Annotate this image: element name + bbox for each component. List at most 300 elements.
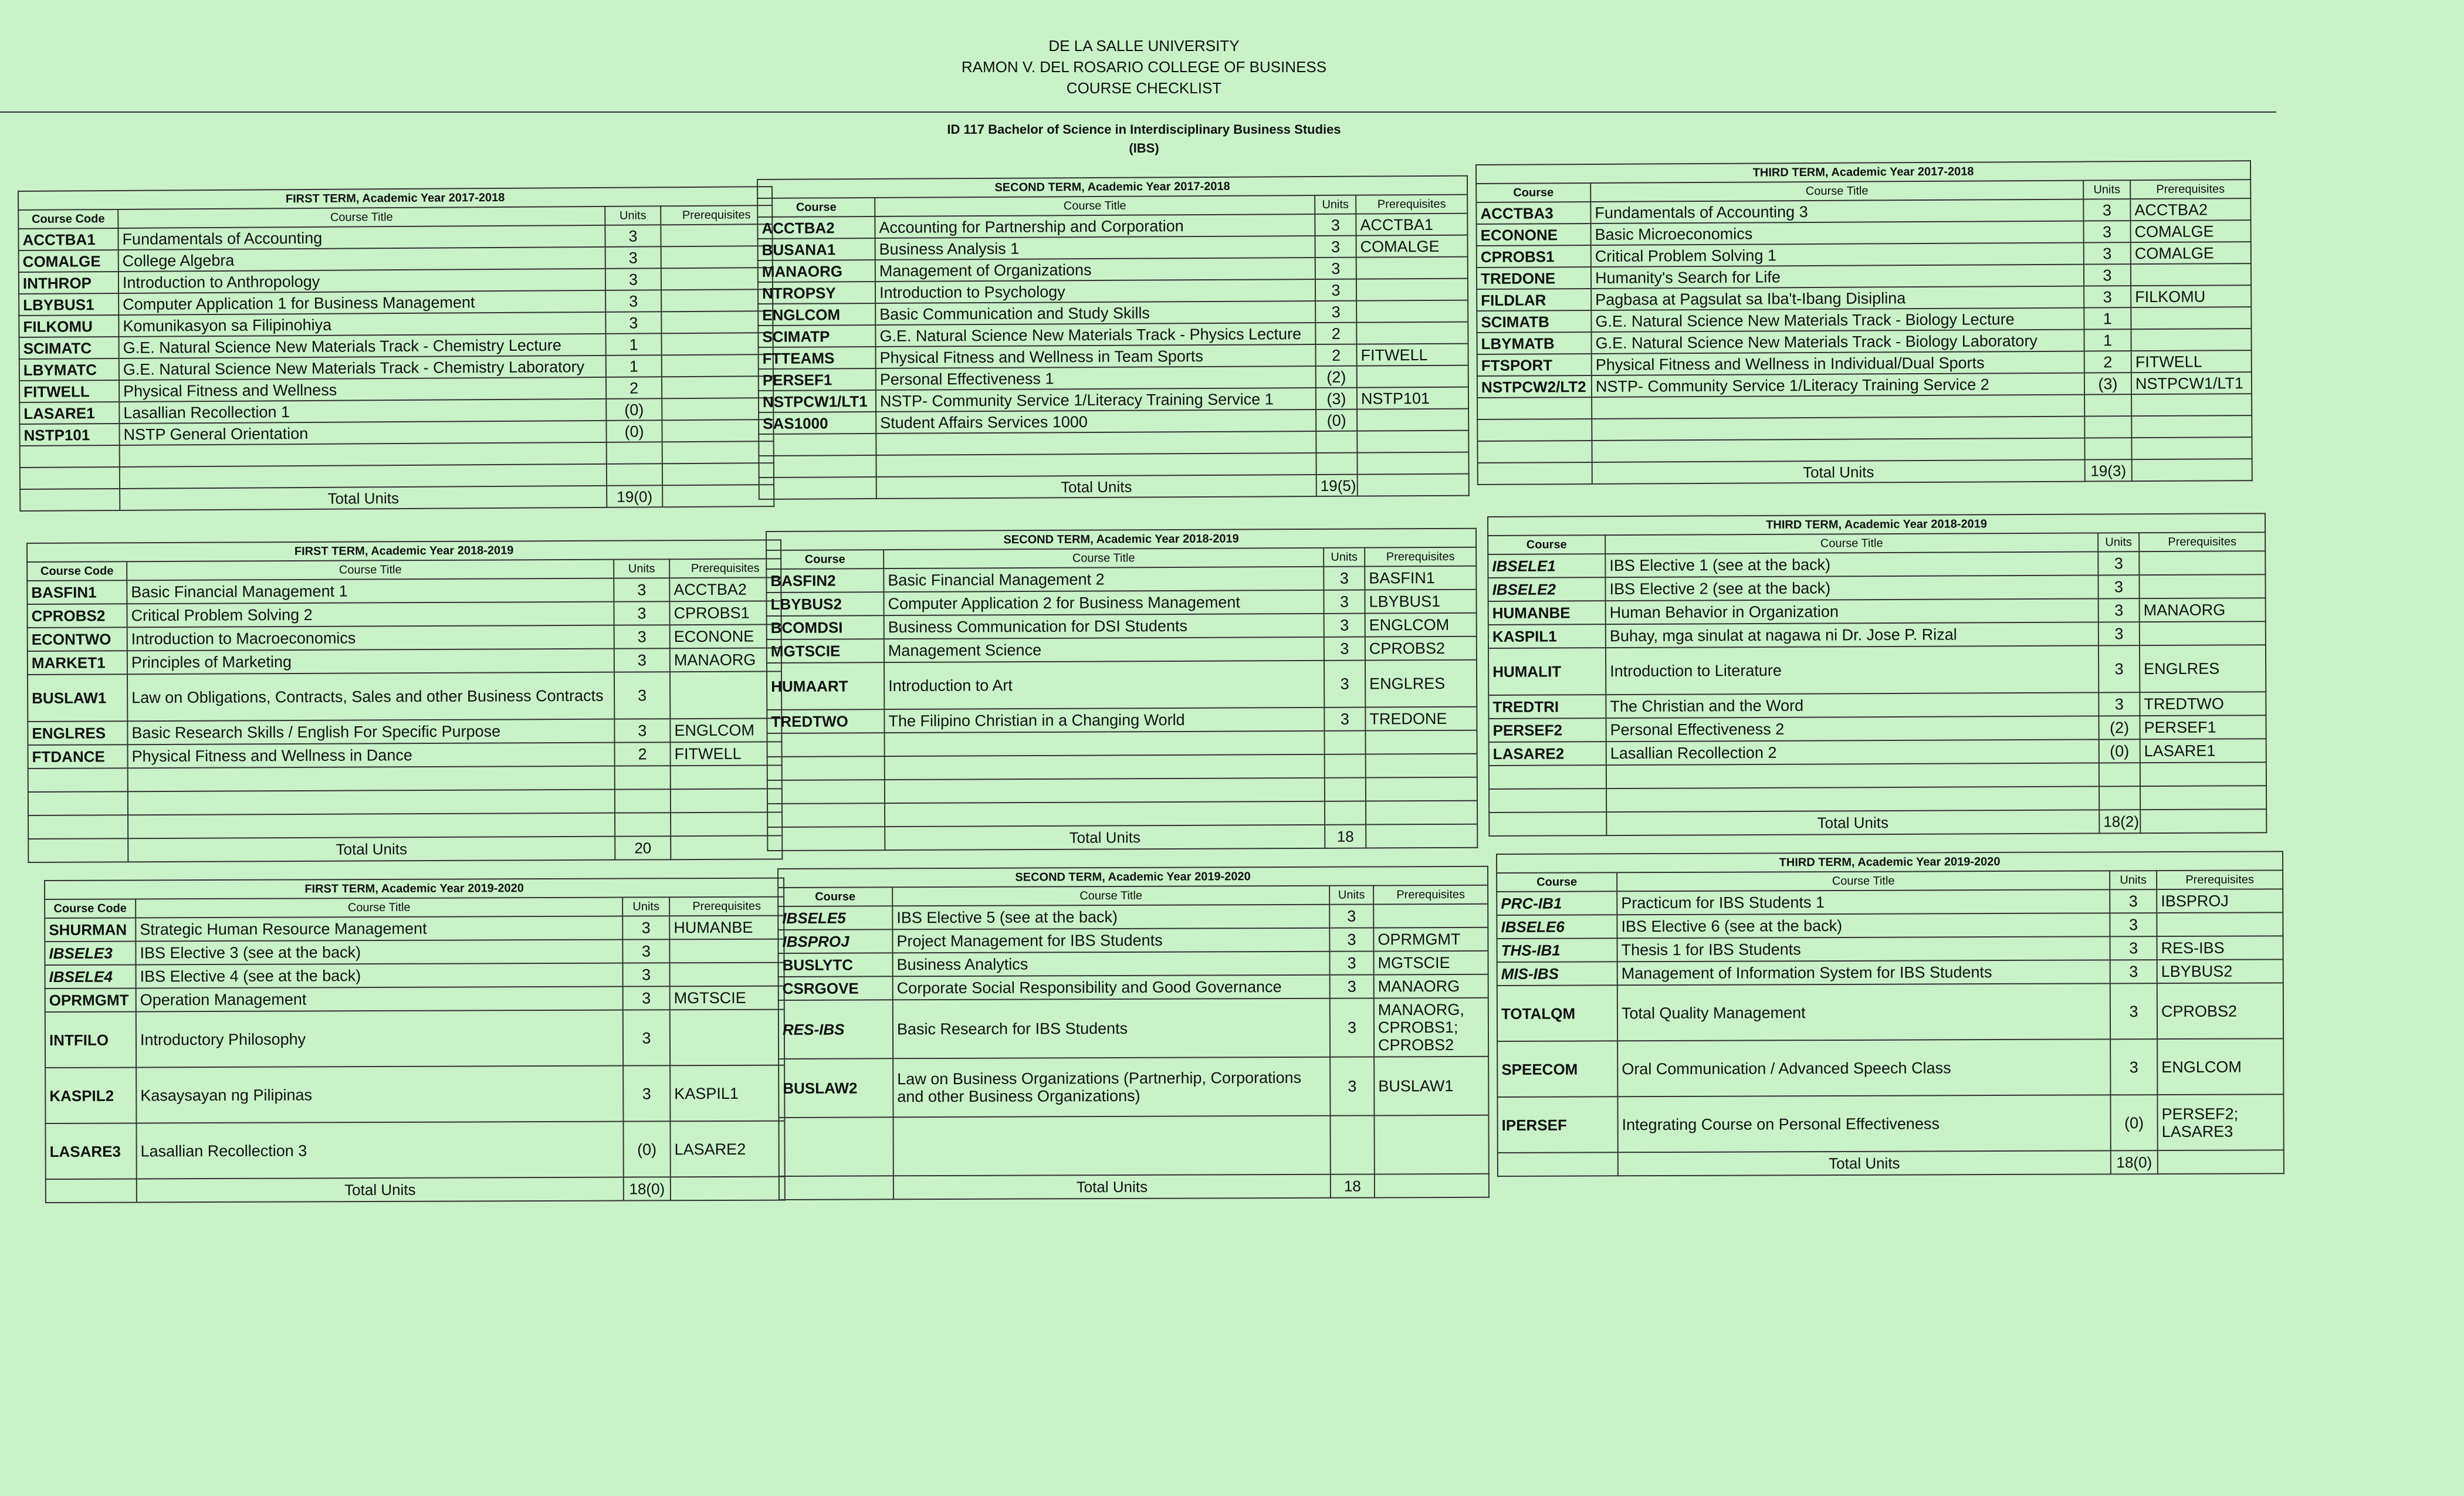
term-table: [44, 878, 786, 1203]
course-units: 3: [2110, 889, 2157, 913]
course-code: HUMAART: [767, 662, 884, 710]
course-title: [885, 778, 1325, 803]
course-title: [893, 1116, 1330, 1176]
total-units-value: 19(5): [1316, 475, 1358, 496]
college-name: RAMON V. DEL ROSARIO COLLEGE OF BUSINESS: [961, 58, 1327, 76]
course-prereq: MANAORG, CPROBS1; CPROBS2: [1374, 998, 1488, 1057]
course-title: NSTP- Community Service 1/Literacy Training Service 1: [876, 388, 1316, 412]
term-table: [1496, 851, 2284, 1177]
course-title: Lasallian Recollection 3: [136, 1122, 623, 1179]
course-units: 3: [1330, 1057, 1374, 1115]
course-row: [1488, 574, 2265, 601]
course-code: BUSLAW1: [28, 674, 127, 722]
course-row: [1489, 762, 2266, 789]
col-header-prereq: Prerequisites: [2157, 870, 2283, 889]
course-units: [607, 442, 662, 464]
course-code: [767, 756, 885, 780]
course-code: INTFILO: [45, 1011, 136, 1068]
course-units: 3: [1329, 904, 1373, 928]
course-row: [759, 452, 1468, 478]
course-title: Basic Financial Management 2: [884, 567, 1324, 592]
course-title: Basic Microeconomics: [1591, 221, 2084, 245]
course-row: [1497, 1038, 2283, 1097]
term-table: [757, 175, 1470, 500]
col-header-course: Course: [1476, 183, 1590, 202]
course-row: [758, 300, 1468, 326]
course-title: Computer Application 1 for Business Management: [119, 290, 605, 315]
course-row: [767, 730, 1477, 757]
course-row: [767, 613, 1477, 639]
term-table: [777, 866, 1490, 1200]
course-prereq: [662, 419, 773, 442]
course-prereq: CPROBS2: [2157, 983, 2283, 1039]
course-units: (0): [1316, 409, 1357, 431]
course-code: IBSELE4: [45, 964, 136, 989]
course-row: [1488, 645, 2266, 695]
total-units-value: 20: [615, 836, 671, 859]
course-prereq: [661, 224, 772, 246]
course-units: [615, 789, 671, 813]
course-units: 3: [1324, 661, 1365, 708]
course-prereq: RES-IBS: [2157, 936, 2283, 960]
course-row: [45, 986, 784, 1012]
course-prereq: ECONONE: [670, 624, 781, 648]
course-prereq: LASARE2: [670, 1121, 784, 1177]
course-code: RES-IBS: [779, 1000, 893, 1059]
course-units: 3: [1330, 974, 1374, 998]
course-code: [1489, 788, 1606, 813]
col-header-units: Units: [2110, 871, 2157, 889]
course-code: KASPIL2: [45, 1067, 136, 1123]
course-prereq: ACCTBA1: [1356, 214, 1467, 236]
course-row: [45, 963, 784, 989]
course-units: (3): [1316, 388, 1357, 409]
total-spacer: [20, 489, 120, 511]
total-spacer: [28, 838, 128, 862]
course-units: 3: [2099, 645, 2140, 692]
course-title: [1592, 438, 2084, 462]
course-title: Management of Organizations: [875, 258, 1315, 282]
course-prereq: [2140, 621, 2266, 645]
col-header-prereq: Prerequisites: [1356, 195, 1467, 214]
course-code: PERSEF2: [1489, 718, 1606, 742]
course-units: 3: [623, 963, 670, 986]
course-code: [1477, 441, 1592, 463]
term-table: [18, 186, 774, 512]
course-code: CPROBS2: [27, 604, 127, 628]
course-title: [885, 731, 1325, 756]
course-title: Physical Fitness and Wellness in Dance: [128, 743, 615, 769]
total-spacer: [1498, 1152, 1618, 1176]
term-title: THIRD TERM, Academic Year 2019-2020: [1497, 851, 2283, 873]
course-title: G.E. Natural Science New Materials Track - Chemistry Lecture: [119, 334, 606, 358]
course-code: SAS1000: [759, 412, 876, 434]
course-units: (0): [606, 398, 662, 421]
course-prereq: NSTPCW1/LT1: [2131, 372, 2252, 394]
course-code: BASFIN1: [27, 580, 127, 604]
course-code: [1489, 765, 1606, 789]
total-spacer: [759, 477, 876, 499]
course-units: 3: [1329, 928, 1373, 951]
course-units: 3: [614, 719, 670, 742]
course-code: TREDTRI: [1488, 695, 1606, 719]
course-row: [45, 1065, 784, 1123]
university-name: DE LA SALLE UNIVERSITY: [1048, 37, 1240, 55]
course-title: NSTP- Community Service 1/Literacy Training Service 2: [1592, 373, 2084, 397]
course-row: [1489, 739, 2266, 766]
col-header-prereq: Prerequisites: [1365, 547, 1476, 567]
course-title: Student Affairs Services 1000: [876, 409, 1316, 434]
course-title: Operation Management: [136, 987, 623, 1012]
course-title: [120, 464, 607, 489]
course-units: [615, 813, 671, 836]
course-title: [876, 431, 1316, 455]
course-prereq: FITWELL: [1356, 344, 1468, 366]
course-units: (0): [606, 420, 662, 442]
course-units: 3: [605, 225, 661, 247]
course-units: 3: [2110, 936, 2157, 960]
course-units: 3: [1315, 301, 1356, 323]
course-title: Law on Obligations, Contracts, Sales and other Business Contracts: [127, 672, 614, 722]
course-code: LBYBUS1: [19, 293, 119, 316]
term-table: [26, 539, 783, 863]
course-title: Fundamentals of Accounting: [118, 225, 605, 250]
total-spacer: [46, 1179, 137, 1203]
course-code: TREDTWO: [767, 709, 884, 733]
course-prereq: KASPIL1: [670, 1065, 784, 1122]
course-prereq: [671, 788, 782, 813]
document-header: [0, 35, 2288, 99]
course-title: Humanity's Search for Life: [1591, 265, 2084, 289]
total-spacer: [2140, 809, 2266, 833]
col-header-title: Course Title: [884, 548, 1324, 568]
course-code: TREDONE: [1477, 267, 1591, 289]
course-prereq: FITWELL: [2131, 350, 2252, 373]
course-title: Oral Communication / Advanced Speech Class: [1617, 1039, 2110, 1096]
course-units: [2099, 763, 2140, 786]
course-units: 3: [1324, 614, 1365, 637]
term-table: [766, 528, 1478, 851]
course-prereq: CPROBS1: [669, 601, 781, 625]
course-units: 2: [1315, 323, 1356, 344]
course-units: [615, 766, 671, 789]
course-title: IBS Elective 1 (see at the back): [1605, 551, 2098, 577]
course-prereq: [1373, 904, 1488, 928]
course-title: Physical Fitness and Wellness in Individual/Dual Sports: [1592, 351, 2084, 375]
course-units: 3: [2099, 622, 2140, 645]
course-title: Management of Information System for IBS Students: [1617, 960, 2110, 985]
course-code: BASFIN2: [766, 568, 884, 593]
course-title: Computer Application 2 for Business Management: [884, 590, 1324, 615]
course-units: 3: [2110, 1039, 2157, 1095]
total-spacer: [767, 827, 885, 851]
course-code: NSTPCW2/LT2: [1477, 375, 1592, 398]
course-prereq: [2131, 415, 2252, 438]
course-prereq: [671, 765, 782, 789]
course-prereq: PERSEF1: [2140, 715, 2266, 739]
course-row: [45, 1121, 784, 1179]
course-row: [759, 409, 1468, 434]
course-units: 3: [1315, 279, 1356, 301]
course-units: 3: [605, 312, 661, 334]
course-code: IBSELE6: [1497, 915, 1617, 939]
course-title: Practicum for IBS Students 1: [1617, 889, 2110, 915]
col-header-title: Course Title: [1590, 181, 2083, 202]
col-header-units: Units: [605, 206, 661, 225]
course-title: Personal Effectiveness 1: [876, 366, 1316, 390]
course-units: (0): [623, 1121, 670, 1177]
course-row: [1497, 889, 2283, 915]
course-code: FTTEAMS: [759, 347, 876, 369]
course-title: Critical Problem Solving 1: [1591, 243, 2084, 267]
course-title: IBS Elective 6 (see at the back): [1617, 913, 2110, 938]
course-row: [779, 998, 1488, 1059]
course-title: Buhay, mga sinulat at nagawa ni Dr. Jose P. Rizal: [1606, 622, 2099, 648]
course-code: BUSLAW2: [779, 1058, 893, 1118]
course-title: Management Science: [884, 637, 1324, 662]
course-prereq: BASFIN1: [1365, 566, 1476, 590]
course-code: INTHROP: [19, 272, 119, 294]
course-row: [28, 812, 782, 839]
course-title: [885, 754, 1325, 780]
course-prereq: COMALGE: [1356, 235, 1468, 258]
course-units: [1324, 731, 1365, 754]
course-prereq: TREDTWO: [2140, 692, 2266, 716]
course-title: Integrating Course on Personal Effectiveness: [1617, 1095, 2110, 1152]
course-prereq: [1357, 365, 1468, 388]
course-prereq: [671, 812, 782, 836]
col-header-prereq: Prerequisites: [669, 897, 784, 916]
course-code: MARKET1: [28, 651, 127, 675]
course-code: SPEECOM: [1497, 1041, 1617, 1097]
course-title: Personal Effectiveness 2: [1606, 716, 2099, 742]
course-row: [28, 624, 781, 651]
total-spacer: [662, 485, 774, 507]
course-code: MANAORG: [758, 260, 875, 282]
course-units: 3: [623, 1065, 670, 1121]
course-prereq: MANAORG: [1374, 974, 1488, 999]
course-prereq: [670, 1010, 784, 1066]
course-prereq: MGTSCIE: [1374, 951, 1488, 975]
col-header-title: Course Title: [1617, 871, 2110, 891]
total-spacer: [2132, 459, 2252, 481]
course-prereq: [2140, 786, 2266, 810]
course-prereq: [2140, 762, 2266, 786]
total-units-value: 18(0): [624, 1177, 671, 1200]
course-code: IPERSEF: [1497, 1096, 1617, 1153]
course-units: 3: [1315, 236, 1356, 258]
course-units: [1325, 801, 1366, 825]
term-title: FIRST TERM, Academic Year 2019-2020: [45, 878, 784, 899]
course-code: FTSPORT: [1477, 354, 1592, 376]
course-units: [1325, 778, 1366, 801]
course-units: (0): [2110, 1095, 2157, 1150]
total-units-label: Total Units: [876, 475, 1316, 499]
course-title: IBS Elective 3 (see at the back): [136, 940, 622, 965]
col-header-course: Course Code: [27, 561, 127, 581]
course-row: [767, 707, 1477, 733]
total-units-label: Total Units: [137, 1177, 624, 1203]
course-row: [1497, 959, 2283, 986]
course-units: 1: [2084, 329, 2131, 351]
col-header-course: Course: [1497, 872, 1617, 892]
course-row: [767, 637, 1477, 663]
course-code: ECONTWO: [28, 627, 127, 651]
document-title: COURSE CHECKLIST: [1066, 79, 1222, 97]
course-row: [779, 1057, 1488, 1118]
course-units: [1330, 1115, 1374, 1174]
course-prereq: COMALGE: [2131, 220, 2251, 242]
course-units: [1325, 754, 1366, 778]
course-units: 3: [605, 246, 661, 269]
course-code: [759, 455, 876, 478]
total-units-value: 19(3): [2085, 459, 2132, 481]
course-prereq: ENGLCOM: [2157, 1038, 2283, 1095]
course-title: Introductory Philosophy: [136, 1010, 623, 1068]
course-row: [28, 671, 781, 722]
course-units: 1: [606, 333, 662, 356]
course-units: 3: [2084, 286, 2131, 307]
course-units: [1316, 431, 1357, 453]
course-prereq: BUSLAW1: [1374, 1057, 1488, 1116]
course-row: [758, 235, 1468, 260]
course-prereq: ENGLCOM: [670, 718, 781, 742]
col-header-units: Units: [1324, 548, 1365, 567]
col-header-title: Course Title: [875, 195, 1315, 216]
course-code: FTDANCE: [28, 744, 128, 769]
course-prereq: MANAORG: [2140, 598, 2266, 622]
total-units-value: 18: [1325, 825, 1366, 848]
course-row: [767, 801, 1477, 827]
course-units: 3: [1315, 214, 1356, 236]
course-code: SCIMATC: [19, 337, 119, 359]
course-title: G.E. Natural Science New Materials Track - Biology Lecture: [1591, 308, 2084, 332]
course-units: 3: [614, 578, 669, 601]
col-header-units: Units: [614, 559, 669, 578]
term-title: FIRST TERM, Academic Year 2017-2018: [18, 187, 772, 210]
course-row: [1497, 983, 2283, 1041]
course-row: [1488, 598, 2266, 625]
course-code: PRC-IB1: [1497, 891, 1617, 915]
course-title: [1606, 763, 2099, 788]
course-units: 3: [2083, 199, 2130, 221]
course-code: [767, 733, 885, 757]
col-header-course: Course Code: [18, 209, 118, 229]
course-row: [779, 1115, 1488, 1176]
course-units: 3: [2098, 551, 2139, 575]
course-title: [1592, 417, 2084, 441]
course-row: [27, 577, 781, 604]
course-row: [45, 939, 784, 965]
course-units: 3: [622, 916, 669, 939]
course-row: [1489, 715, 2266, 742]
total-spacer: [1358, 474, 1469, 496]
course-code: THS-IB1: [1497, 938, 1617, 962]
course-row: [758, 257, 1468, 282]
course-prereq: [2157, 912, 2283, 936]
course-code: CSRGOVE: [779, 976, 893, 1000]
course-title: The Christian and the Word: [1606, 692, 2099, 718]
course-prereq: LBYBUS2: [2157, 959, 2283, 983]
course-row: [767, 660, 1477, 710]
course-units: (2): [1316, 366, 1357, 388]
course-units: 3: [614, 601, 669, 625]
course-title: Corporate Social Responsibility and Good Governance: [893, 975, 1330, 1000]
col-header-units: Units: [622, 897, 669, 916]
course-row: [28, 648, 781, 675]
course-code: [20, 467, 120, 489]
course-row: [757, 214, 1467, 239]
course-title: Basic Communication and Study Skills: [875, 301, 1315, 325]
total-spacer: [1489, 812, 1606, 836]
col-header-units: Units: [2083, 180, 2130, 199]
course-code: IBSELE1: [1488, 554, 1605, 578]
course-row: [758, 279, 1468, 304]
total-units-label: Total Units: [120, 486, 607, 510]
course-title: Introduction to Macroeconomics: [127, 625, 614, 651]
total-units-label: Total Units: [128, 837, 615, 862]
program-title: [0, 120, 2288, 158]
course-prereq: MGTSCIE: [670, 986, 784, 1010]
course-row: [28, 718, 781, 745]
course-title: Business Analytics: [893, 952, 1330, 977]
course-row: [759, 365, 1468, 391]
course-row: [1497, 936, 2283, 962]
course-prereq: ACCTBA2: [2130, 198, 2250, 221]
course-prereq: [1357, 409, 1468, 431]
col-header-course: Course: [778, 887, 892, 906]
total-spacer: [1375, 1174, 1489, 1198]
course-units: 3: [2110, 913, 2157, 936]
course-prereq: FILKOMU: [2131, 285, 2251, 307]
col-header-course: Course Code: [45, 899, 136, 918]
course-code: MGTSCIE: [767, 639, 884, 663]
col-header-title: Course Title: [892, 886, 1329, 906]
course-title: Accounting for Partnership and Corporation: [875, 214, 1315, 238]
course-code: NSTPCW1/LT1: [759, 390, 876, 412]
course-row: [1488, 692, 2266, 719]
course-units: 3: [2084, 242, 2131, 264]
course-units: 1: [2084, 307, 2131, 329]
course-units: 3: [1330, 951, 1374, 974]
col-header-course: Course: [766, 550, 884, 569]
course-units: [2099, 786, 2140, 810]
course-code: SHURMAN: [45, 918, 136, 942]
course-prereq: [1366, 754, 1477, 778]
course-title: Physical Fitness and Wellness: [119, 377, 606, 402]
course-code: FITWELL: [19, 380, 119, 402]
course-prereq: LASARE1: [2140, 739, 2266, 763]
col-header-title: Course Title: [136, 898, 622, 918]
course-code: [767, 803, 885, 827]
course-code: ENGLRES: [28, 721, 127, 745]
course-units: 3: [622, 939, 669, 963]
course-title: NSTP General Orientation: [119, 421, 606, 445]
course-prereq: [661, 311, 773, 333]
course-code: HUMANBE: [1488, 601, 1606, 625]
course-units: 3: [2099, 598, 2140, 622]
course-row: [1488, 621, 2266, 648]
course-code: [28, 768, 128, 792]
course-row: [45, 1010, 784, 1068]
total-units-label: Total Units: [885, 825, 1325, 850]
course-title: Introduction to Psychology: [875, 279, 1315, 303]
course-row: [45, 916, 784, 942]
course-row: [759, 431, 1468, 456]
course-row: [766, 590, 1476, 616]
total-units-label: Total Units: [1592, 460, 2085, 484]
course-units: 3: [614, 625, 670, 648]
